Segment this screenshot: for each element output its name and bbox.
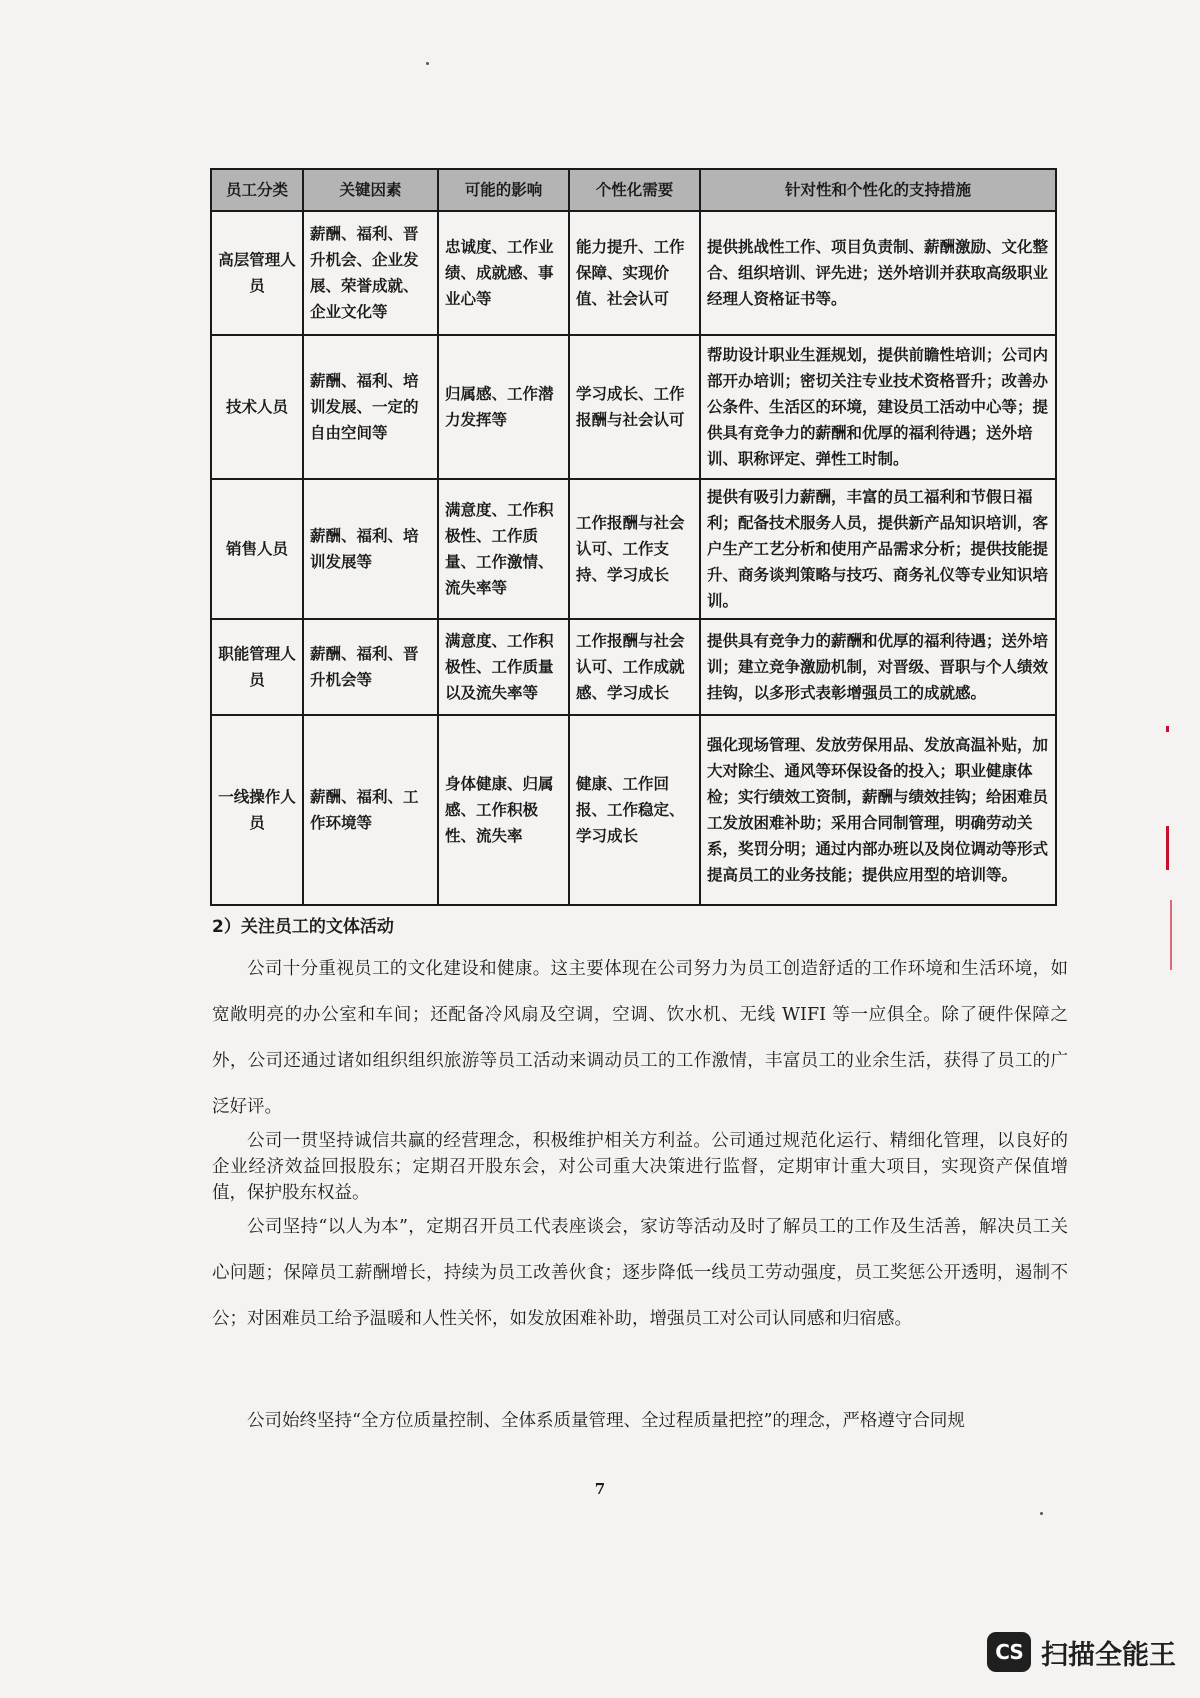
scan-edge-mark	[1170, 900, 1172, 970]
staff-support-table	[210, 168, 1057, 906]
cell-factors: 薪酬、福利、培训发展、一定的自由空间等	[303, 335, 438, 479]
cell-factors: 薪酬、福利、晋升机会、企业发展、荣誉成就、企业文化等	[303, 211, 438, 335]
cell-measures: 提供挑战性工作、项目负责制、薪酬激励、文化整合、组织培训、评先进；送外培训并获取高级职业经理人资格证书等。	[700, 211, 1056, 335]
paragraph: 公司始终坚持“全方位质量控制、全体系质量管理、全过程质量把控”的理念，严格遵守合同规	[247, 1411, 965, 1431]
cell-impact: 忠诚度、工作业绩、成就感、事业心等	[438, 211, 569, 335]
scanner-watermark	[987, 1632, 1176, 1672]
table-row	[211, 335, 1056, 479]
cell-needs: 学习成长、工作报酬与社会认可	[569, 335, 700, 479]
header-impact: 可能的影响	[438, 169, 569, 211]
table-row	[211, 479, 1056, 619]
cell-factors: 薪酬、福利、工作环境等	[303, 715, 438, 905]
camscanner-logo-icon: CS	[987, 1632, 1031, 1672]
cell-impact: 满意度、工作积极性、工作质量、工作激情、流失率等	[438, 479, 569, 619]
table-row	[211, 211, 1056, 335]
paragraph: 公司十分重视员工的文化建设和健康。这主要体现在公司努力为员工创造舒适的工作环境和生活环境，如宽敞明亮的办公室和车间；还配备冷风扇及空调，空调、饮水机、无线 WIFI 等一应俱全。除了硬件保障之外，公司还通过诸如组织组织旅游等员工活动来调动员工的工作激情，丰富员工的业余生活，获得了员工的广泛好评。	[212, 959, 1068, 1117]
paragraph: 公司一贯坚持诚信共赢的经营理念，积极维护相关方利益。公司通过规范化运行、精细化管理，以良好的企业经济效益回报股东；定期召开股东会，对公司重大决策进行监督，定期审计重大项目，实现资产保值增值，保护股东权益。	[212, 1131, 1068, 1203]
cell-measures: 强化现场管理、发放劳保用品、发放高温补贴，加大对除尘、通风等环保设备的投入；职业健康体检；实行绩效工资制，薪酬与绩效挂钩；给困难员工发放困难补助；采用合同制管理，明确劳动关系，奖罚分明；通过内部办班以及岗位调动等形式提高员工的业务技能；提供应用型的培训等。	[700, 715, 1056, 905]
section-title: 2）关注员工的文体活动	[212, 917, 394, 937]
cell-measures: 提供具有竞争力的薪酬和优厚的福利待遇；送外培训；建立竞争激励机制，对晋级、晋职与个人绩效挂钩，以多形式表彰增强员工的成就感。	[700, 619, 1056, 715]
cell-factors: 薪酬、福利、培训发展等	[303, 479, 438, 619]
header-measures: 针对性和个性化的支持措施	[700, 169, 1056, 211]
cell-needs: 健康、工作回报、工作稳定、学习成长	[569, 715, 700, 905]
cell-impact: 归属感、工作潜力发挥等	[438, 335, 569, 479]
cell-measures: 帮助设计职业生涯规划，提供前瞻性培训；公司内部开办培训；密切关注专业技术资格晋升；改善办公条件、生活区的环境，建设员工活动中心等；提供具有竞争力的薪酬和优厚的福利待遇；送外培训、职称评定、弹性工时制。	[700, 335, 1056, 479]
cell-category: 技术人员	[211, 335, 303, 479]
watermark-text: 扫描全能王	[1041, 1639, 1176, 1671]
cell-needs: 工作报酬与社会认可、工作支持、学习成长	[569, 479, 700, 619]
cell-measures: 提供有吸引力薪酬，丰富的员工福利和节假日福利；配备技术服务人员，提供新产品知识培训，客户生产工艺分析和使用产品需求分析；提供技能提升、商务谈判策略与技巧、商务礼仪等专业知识培训。	[700, 479, 1056, 619]
page-number: 7	[594, 1480, 606, 1498]
cell-impact: 满意度、工作积极性、工作质量以及流失率等	[438, 619, 569, 715]
scan-speck	[426, 62, 429, 65]
scan-edge-mark	[1166, 726, 1169, 732]
cell-impact: 身体健康、归属感、工作积极性、流失率	[438, 715, 569, 905]
header-factors: 关键因素	[303, 169, 438, 211]
paragraph: 公司坚持“以人为本”，定期召开员工代表座谈会，家访等活动及时了解员工的工作及生活善，解决员工关心问题；保障员工薪酬增长，持续为员工改善伙食；逐步降低一线员工劳动强度，员工奖惩公开透明，遏制不公；对困难员工给予温暖和人性关怀，如发放困难补助，增强员工对公司认同感和归宿感。	[212, 1217, 1068, 1329]
scan-speck	[1040, 1512, 1043, 1515]
cell-needs: 工作报酬与社会认可、工作成就感、学习成长	[569, 619, 700, 715]
table-row	[211, 715, 1056, 905]
header-category: 员工分类	[211, 169, 303, 211]
scan-edge-mark	[1166, 826, 1169, 870]
cell-category: 职能管理人员	[211, 619, 303, 715]
cell-category: 销售人员	[211, 479, 303, 619]
cell-category: 高层管理人员	[211, 211, 303, 335]
header-needs: 个性化需要	[569, 169, 700, 211]
cell-needs: 能力提升、工作保障、实现价值、社会认可	[569, 211, 700, 335]
cell-category: 一线操作人员	[211, 715, 303, 905]
table-row	[211, 619, 1056, 715]
table-header-row	[211, 169, 1056, 211]
cell-factors: 薪酬、福利、晋升机会等	[303, 619, 438, 715]
